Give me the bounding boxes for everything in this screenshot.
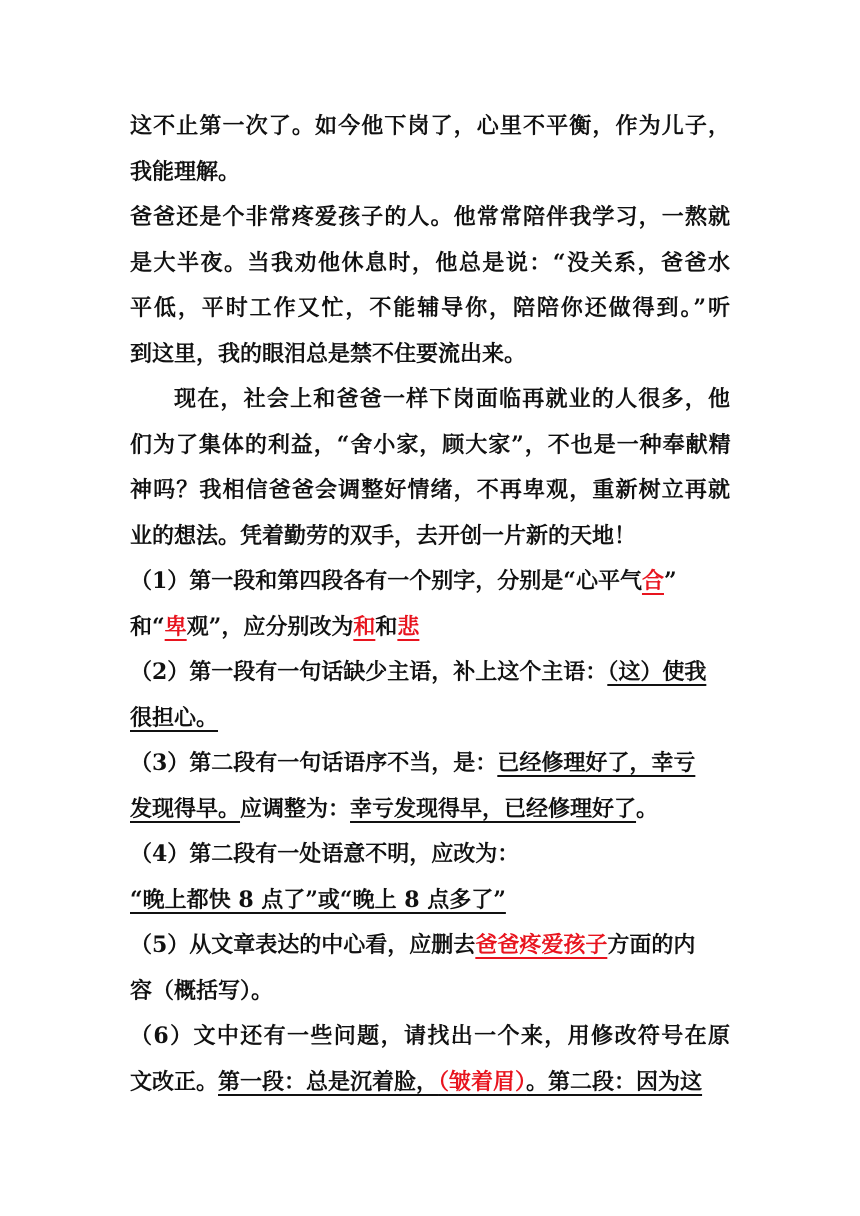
passage-line: 爸爸还是个非常疼爱孩子的人。他常常陪伴我学习，一熬就 (130, 204, 730, 230)
question-5-line-1: （5）从文章表达的中心看，应删去爸爸疼爱孩子方面的内 (130, 932, 696, 958)
answer-time: “晚上都快 8 点了”或“晚上 8 点多了” (130, 886, 506, 913)
question-6-line-1: （6）文中还有一些问题，请找出一个来，用修改符号在原 (130, 1023, 730, 1049)
question-4-line-2 (130, 878, 730, 924)
passage-line: 我能理解。 (130, 158, 241, 185)
question-2-line-1: （2）第一段有一句话缺少主语，补上这个主语：（这）使我 (130, 659, 707, 685)
passage-line: 到这里，我的眼泪总是禁不住要流出来。 (130, 340, 527, 367)
passage-line: 这不止第一次了。如今他下岗了，心里不平衡，作为儿子， (130, 113, 730, 139)
question-3-line-2: 发现得早。应调整为：幸亏发现得早，已经修理好了。 (130, 795, 659, 822)
passage-line: 现在，社会上和爸爸一样下岗面临再就业的人很多，他 (174, 386, 730, 412)
answer-delete-content: 爸爸疼爱孩子 (475, 932, 608, 958)
question-6-line-2: 文改正。第一段：总是沉着脸，（皱着眉）。第二段：因为这 (130, 1068, 703, 1095)
passage-line: 神吗？我相信爸爸会调整好情绪，不再卑观，重新树立再就 (130, 477, 730, 503)
question-5-line-2: 容（概括写）。 (130, 977, 274, 1004)
question-1-line-2: 和“卑观”，应分别改为和和悲 (130, 613, 420, 640)
passage-line: 平低，平时工作又忙，不能辅导你，陪陪你还做得到。”听 (130, 295, 730, 321)
answer-subject-cont: 很担心。 (130, 704, 219, 731)
question-1-line-1: （1）第一段和第四段各有一个别字，分别是“心平气合” (130, 568, 677, 594)
answer-he: 和 (353, 613, 376, 640)
wrong-char-he: 合 (641, 568, 664, 594)
question-3-line-1: （3）第二段有一句话语序不当，是：已经修理好了，幸亏 (130, 750, 696, 776)
answer-correction: 第一段：总是沉着脸，（皱着眉）。第二段：因为这 (218, 1068, 703, 1095)
answer-bei: 悲 (397, 613, 420, 640)
answer-subject: （这）使我 (607, 659, 707, 685)
document-page (130, 104, 730, 1105)
wrong-char-bei: 卑 (164, 613, 187, 640)
question-2-line-2 (130, 696, 730, 742)
answer-wrong-order-cont: 发现得早。 (130, 795, 241, 822)
passage-line: 是大半夜。当我劝他休息时，他总是说：“没关系，爸爸水 (130, 249, 730, 276)
passage-line: 们为了集体的利益，“舍小家，顾大家”，不也是一种奉献精 (130, 431, 730, 458)
passage-line: 业的想法。凭着勤劳的双手，去开创一片新的天地！ (130, 522, 637, 549)
question-4-line-1: （4）第二段有一处语意不明，应改为： (130, 841, 520, 867)
answer-correct-order: 幸亏发现得早，已经修理好了 (350, 795, 637, 822)
answer-wrong-order: 已经修理好了，幸亏 (497, 750, 696, 776)
